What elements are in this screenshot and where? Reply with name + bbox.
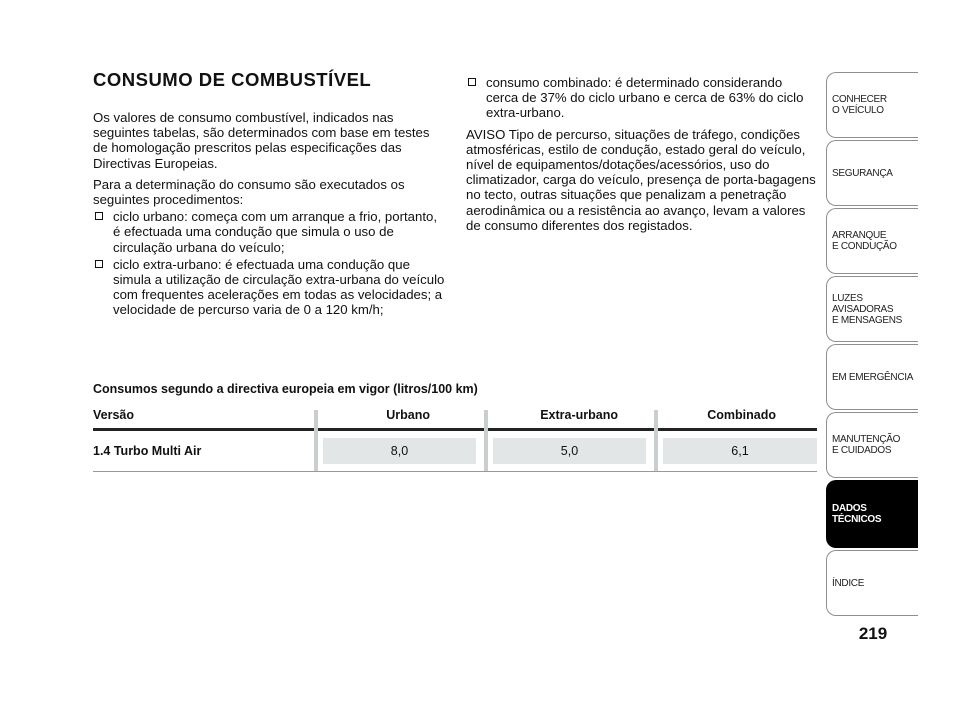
- left-column: [93, 110, 445, 320]
- column-separator: [654, 410, 658, 472]
- bullet-text: ciclo urbano: começa com um arranque a frio, portanto, é efectuada uma condução que simula o uso de circulação urbana do veículo;: [113, 209, 437, 255]
- header-version: Versão: [93, 408, 135, 422]
- tab-dados-tecnicos[interactable]: DADOS TÉCNICOS: [826, 480, 918, 548]
- bullet-text: consumo combinado: é determinado considerando cerca de 37% do ciclo urbano e cerca de 63% do ciclo extra-urbano.: [486, 75, 804, 121]
- tab-indice[interactable]: ÍNDICE: [826, 550, 918, 616]
- table-row-version: 1.4 Turbo Multi Air: [93, 444, 202, 458]
- tab-em-emergencia[interactable]: EM EMERGÊNCIA: [826, 344, 918, 410]
- header-combinado: Combinado: [707, 408, 776, 422]
- bullet-extra-urban-cycle: [93, 257, 445, 318]
- tab-luzes-avisadoras[interactable]: LUZES AVISADORAS E MENSAGENS: [826, 276, 918, 342]
- bullet-text: ciclo extra-urbano: é efectuada uma condução que simula a utilização de circulação extra-urbana do veículo com frequentes acelerações em todas as velocidades; a velocidade de percurso varia de 0 a 120 km/h;: [113, 256, 445, 318]
- bullet-urban-cycle: [93, 209, 445, 255]
- tab-arranque-e-conducao[interactable]: ARRANQUE E CONDUÇÃO: [826, 208, 918, 274]
- column-separator: [484, 410, 488, 472]
- checkbox-bullet-icon: [468, 78, 476, 86]
- table-bottom-rule: [93, 471, 817, 472]
- cell-combinado: 6,1: [663, 438, 817, 464]
- column-separator: [314, 410, 318, 472]
- right-column: [466, 75, 818, 239]
- page-number: 219: [858, 624, 888, 643]
- checkbox-bullet-icon: [95, 212, 103, 220]
- table-header-rule: [93, 428, 817, 431]
- intro-paragraph: Os valores de consumo combustível, indicados nas seguintes tabelas, são determinados com base em testes de homologação prescritos pelas especificações das Directivas Europeias.: [93, 110, 430, 171]
- header-urbano: Urbano: [386, 408, 430, 422]
- tab-seguranca[interactable]: SEGURANÇA: [826, 140, 918, 206]
- tab-conhecer-o-veiculo[interactable]: CONHECER O VEÍCULO: [826, 72, 918, 138]
- tab-manutencao-e-cuidados[interactable]: MANUTENÇÃO E CUIDADOS: [826, 412, 918, 478]
- table-caption: Consumos segundo a directiva europeia em vigor (litros/100 km): [93, 382, 478, 396]
- bullet-combined-consumption: [466, 75, 818, 121]
- cell-extra-urbano: 5,0: [493, 438, 646, 464]
- cell-urbano: 8,0: [323, 438, 476, 464]
- warning-paragraph: AVISO Tipo de percurso, situações de tráfego, condições atmosféricas, estilo de condução, estado geral do veículo, nível de equipamentos/dotações/acessórios, uso do climatizador, carga do veículo, presença de porta-bagagens no tecto, outras situações que penalizam a penetração aerodinâmica ou a resistência ao avanço, levam a valores de consumo diferentes dos registados.: [466, 126, 816, 233]
- page-title: CONSUMO DE COMBUSTÍVEL: [93, 69, 372, 90]
- checkbox-bullet-icon: [95, 260, 103, 268]
- procedures-intro: Para a determinação do consumo são executados os seguintes procedimentos:: [93, 176, 405, 208]
- header-extra-urbano: Extra-urbano: [540, 408, 618, 422]
